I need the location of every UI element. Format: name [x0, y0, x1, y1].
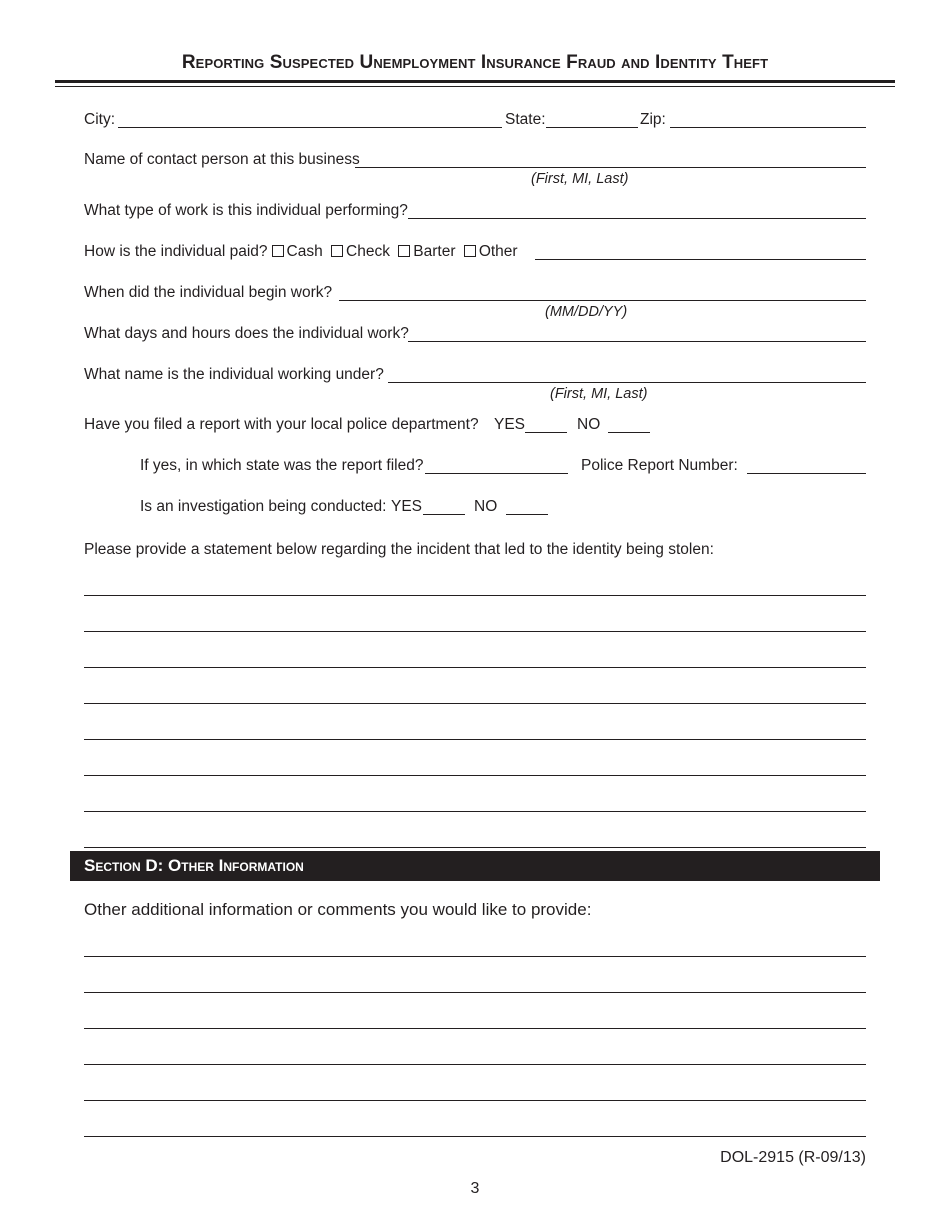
statement-line-3[interactable]	[84, 667, 866, 668]
police-no-label: NO	[577, 416, 601, 433]
contact-hint: (First, MI, Last)	[531, 171, 629, 187]
payment-row	[84, 242, 518, 262]
contact-field[interactable]	[355, 167, 866, 168]
comments-line-2[interactable]	[84, 992, 866, 993]
title-divider	[55, 80, 895, 83]
working-name-hint: (First, MI, Last)	[550, 386, 648, 402]
section-d-prompt: Other additional information or comments you would like to provide:	[84, 900, 592, 919]
comments-line-6[interactable]	[84, 1136, 866, 1137]
page-title: Reporting Suspected Unemployment Insurance Fraud and Identity Theft	[181, 52, 769, 73]
state-label: State:	[505, 111, 546, 128]
investigation-no-label: NO	[474, 498, 498, 515]
investigation-no-field[interactable]	[506, 514, 548, 515]
police-yes-label: YES	[494, 416, 526, 433]
zip-field[interactable]	[670, 127, 866, 128]
comments-line-4[interactable]	[84, 1064, 866, 1065]
statement-line-1[interactable]	[84, 595, 866, 596]
state-field[interactable]	[546, 127, 638, 128]
other-payment-field[interactable]	[535, 259, 866, 260]
title-divider-thin	[55, 86, 895, 87]
barter-option-label: Barter	[413, 243, 456, 260]
city-label: City:	[84, 111, 115, 128]
statement-line-8[interactable]	[84, 847, 866, 848]
zip-label: Zip:	[640, 111, 666, 128]
check-option-label: Check	[346, 243, 390, 260]
begin-work-label: When did the individual begin work?	[84, 284, 333, 301]
work-type-label: What type of work is this individual performing?	[84, 202, 408, 219]
other-checkbox[interactable]	[464, 245, 476, 257]
other-option-label: Other	[478, 243, 518, 260]
investigation-yes-label: YES	[391, 498, 423, 515]
statement-line-4[interactable]	[84, 703, 866, 704]
days-hours-field[interactable]	[408, 341, 866, 342]
investigation-label: Is an investigation being conducted:	[140, 498, 387, 515]
work-type-field[interactable]	[408, 218, 866, 219]
statement-line-2[interactable]	[84, 631, 866, 632]
report-state-field[interactable]	[425, 473, 568, 474]
comments-line-1[interactable]	[84, 956, 866, 957]
check-checkbox[interactable]	[331, 245, 343, 257]
comments-line-5[interactable]	[84, 1100, 866, 1101]
police-no-field[interactable]	[608, 432, 650, 433]
page-number: 3	[470, 1180, 480, 1197]
begin-work-field[interactable]	[339, 300, 866, 301]
working-name-field[interactable]	[388, 382, 866, 383]
statement-label: Please provide a statement below regarding the incident that led to the identity being stolen:	[84, 541, 714, 558]
cash-option-label: Cash	[286, 243, 323, 260]
city-field[interactable]	[118, 127, 502, 128]
days-hours-label: What days and hours does the individual work?	[84, 325, 409, 342]
contact-label: Name of contact person at this business	[84, 151, 360, 168]
investigation-yes-field[interactable]	[423, 514, 465, 515]
statement-line-6[interactable]	[84, 775, 866, 776]
cash-checkbox[interactable]	[272, 245, 284, 257]
form-code: DOL-2915 (R-09/13)	[720, 1149, 866, 1166]
statement-line-5[interactable]	[84, 739, 866, 740]
barter-checkbox[interactable]	[398, 245, 410, 257]
statement-line-7[interactable]	[84, 811, 866, 812]
police-report-label: Have you filed a report with your local police department?	[84, 416, 479, 433]
report-state-label: If yes, in which state was the report filed?	[140, 457, 424, 474]
police-number-label: Police Report Number:	[581, 457, 738, 474]
begin-work-hint: (MM/DD/YY)	[545, 304, 628, 320]
police-yes-field[interactable]	[525, 432, 567, 433]
police-number-field[interactable]	[747, 473, 866, 474]
working-name-label: What name is the individual working under?	[84, 366, 384, 383]
comments-line-3[interactable]	[84, 1028, 866, 1029]
section-d-header: Section D: Other Information	[70, 851, 880, 881]
paid-label: How is the individual paid?	[84, 243, 268, 260]
